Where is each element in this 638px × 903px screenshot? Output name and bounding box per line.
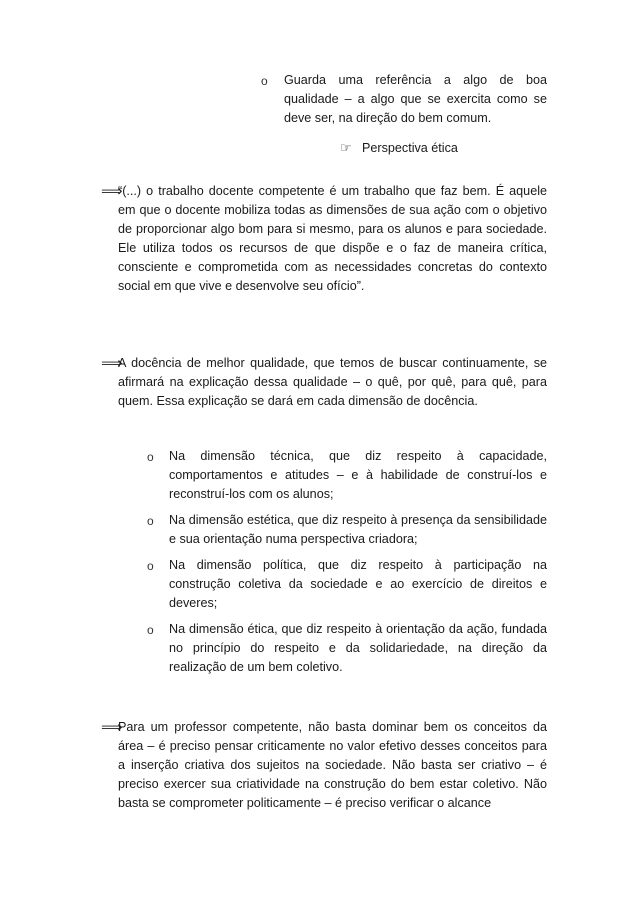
dimension-ethical: Na dimensão ética, que diz respeito à orientação da ação, fundada no princípio do respeito e da solidariedade, na direção da realização de um bem coletivo. [169,622,547,674]
paragraph-3 [118,718,547,813]
dimension-technical: Na dimensão técnica, que diz respeito à capacidade, comportamentos e atitudes – e à habilidade de construí-los e reconstruí-los com os alunos; [169,449,547,501]
paragraph-1-text: “(...) o trabalho docente competente é um trabalho que faz bem. É aquele em que o docente mobiliza todas as dimensões de sua ação com o objetivo de proporcionar algo bom para si mesmo, para os alunos e para sociedade. Ele utiliza todos os recursos de que dispõe e o faz de maneira crítica, consciente e comprometida com as necessidades concretas do contexto social em que vive e desenvolve seu ofício”. [118,184,547,293]
sub-point-text: Perspectiva ética [362,141,458,155]
dimension-political: Na dimensão política, que diz respeito à participação na construção coletiva da sociedade e ao exercício de direitos e deveres; [169,558,547,610]
paragraph-2 [118,354,547,411]
bullet-marker: o [147,514,154,528]
bullet-marker: o [147,623,154,637]
paragraph-3-text: Para um professor competente, não basta dominar bem os conceitos da área – é preciso pensar criticamente no valor efetivo desses conceitos para a inserção criativa dos sujeitos na sociedade. Não basta ser criativo – é preciso exercer sua criatividade na construção do bem estar coletivo. Não basta se comprometer politicamente – é preciso verificar o alcance [118,720,547,810]
paragraph-1 [118,182,547,296]
double-arrow-icon: ⟹ [101,182,123,200]
double-arrow-icon: ⟹ [101,718,123,736]
bullet-marker: o [147,559,154,573]
pointing-hand-icon: ☞ [340,141,352,156]
bullet-marker: o [261,74,268,88]
bullet-marker: o [147,450,154,464]
paragraph-2-text: A docência de melhor qualidade, que temos de buscar continuamente, se afirmará na explicação dessa qualidade – o quê, por quê, para quê, para quem. Essa explicação se dará em cada dimensão de docência. [118,356,547,408]
top-bullet-text: Guarda uma referência a algo de boa qualidade – a algo que se exercita como se deve ser, na direção do bem comum. [284,73,547,125]
dimension-aesthetic: Na dimensão estética, que diz respeito à presença da sensibilidade e sua orientação numa perspectiva criadora; [169,513,547,546]
double-arrow-icon: ⟹ [101,354,123,372]
